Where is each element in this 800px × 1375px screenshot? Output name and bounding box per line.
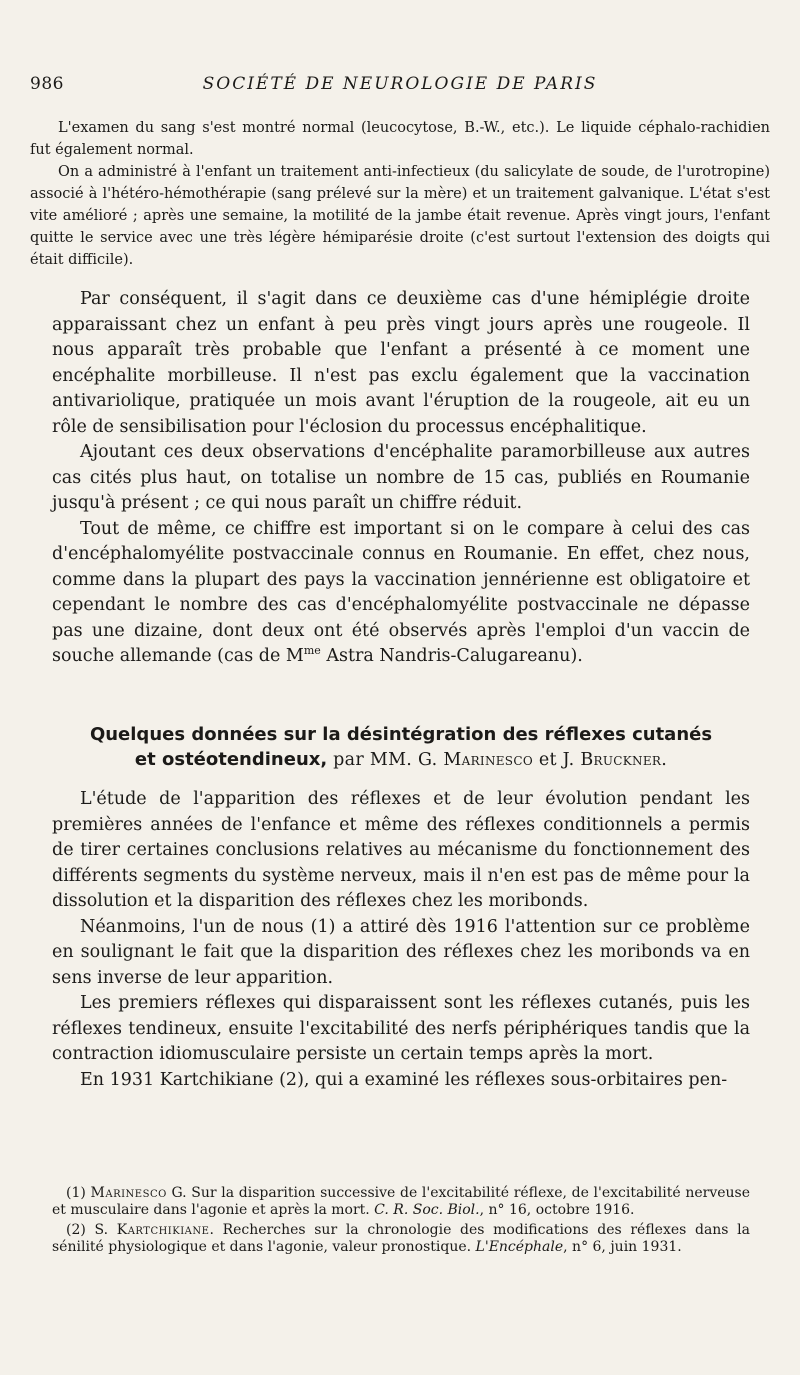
footnote-end: , n° 6, juin 1931. [563, 1239, 682, 1255]
footnotes [52, 1185, 750, 1259]
footnote-journal: L'Encéphale [475, 1239, 564, 1255]
authors-prefix: par MM. G. [327, 750, 444, 770]
footnote-end: , n° 16, octobre 1916. [479, 1202, 635, 1218]
footnote-2 [52, 1222, 750, 1256]
authors-and: et J. [532, 750, 581, 770]
page-header [30, 74, 770, 96]
paragraph: Néanmoins, l'un de nous (1) a attiré dès 1916 l'attention sur ce problème en soulignant le fait que la disparition des réflexes chez les moribonds va en sens inverse de leur apparition. [52, 916, 750, 988]
author-marinesco: Marinesco [443, 750, 533, 770]
footnote-mark: (1) [66, 1185, 91, 1201]
article-body [52, 787, 750, 1093]
footnote-1 [52, 1185, 750, 1219]
paragraph: Ajoutant ces deux observations d'encéphalite paramorbilleuse aux autres cas cités plus haut, on totalise un nombre de 15 cas, publiés en Roumanie jusqu'à présent ; ce qui nous paraît un chiffre réduit. [52, 442, 750, 513]
footnote-mark: (2) S. [66, 1222, 117, 1238]
title-line-2-bold: et ostéotendineux, [134, 749, 328, 770]
case-report-paragraphs [30, 117, 770, 271]
paragraph-text-end: Astra Nandris-Calugareanu). [320, 646, 583, 666]
superscript: me [303, 644, 321, 658]
page-number: 986 [30, 74, 64, 94]
article-title [52, 722, 750, 773]
footnote-journal: C. R. Soc. Biol. [374, 1202, 480, 1218]
paragraph: L'étude de l'apparition des réflexes et de leur évolution pendant les premières années de l'enfance et même des réflexes conditionnels a permis de tirer certaines conclusions relatives au mécanisme du fonctionnement des différents segments du système nerveux, mais il n'en est pas de même pour la dissolution et la disparition des réflexes chez les moribonds. [52, 789, 750, 911]
footnote-text: G. Sur la disparition successive de l'excitabilité réflexe, de l'excitabilité nerveuse et musculaire dans l'agonie et après la mort. [52, 1185, 750, 1218]
paragraph: Les premiers réflexes qui disparaissent sont les réflexes cutanés, puis les réflexes tendineux, ensuite l'excitabilité des nerfs périphériques tandis que la contraction idiomusculaire persiste un certain temps après la mort. [52, 993, 750, 1064]
title-line-2 [52, 747, 750, 773]
paragraph: En 1931 Kartchikiane (2), qui a examiné les réflexes sous-orbitaires pen- [80, 1069, 728, 1090]
paragraph [52, 517, 750, 670]
footnote-author: Kartchikiane [116, 1222, 210, 1238]
paragraph: Par conséquent, il s'agit dans ce deuxième cas d'une hémiplégie droite apparaissant chez un enfant à peu près vingt jours après une rougeole. Il nous apparaît très probable que l'enfant a présenté à ce moment une encéphalite morbilleuse. Il n'est pas exclu également que la vaccination antivariolique, pratiquée un mois avant l'éruption de la rougeole, ait eu un rôle de sensibilisation pour l'éclosion du processus encéphalitique. [52, 289, 750, 437]
author-bruckner: Bruckner [580, 750, 662, 770]
footnote-author: Marinesco [90, 1185, 167, 1201]
title-line-1: Quelques données sur la désintégration des réflexes cutanés [89, 724, 713, 745]
paragraph-text: Tout de même, ce chiffre est important si on le compare à celui des cas d'encéphalomyélite postvaccinale connus en Roumanie. En effet, chez nous, comme dans la plupart des pays la vaccination jennérienne est obligatoire et cependant le nombre des cas d'encéphalomyélite postvaccinale ne dépasse pas une dizaine, dont deux ont été observés après l'emploi d'un vaccin de souche allemande (cas de M [52, 518, 750, 666]
footnote-text: . Recherches sur la chronologie des modifications des réflexes dans la sénilité physiologique et dans l'agonie, valeur pronostique. [52, 1222, 750, 1255]
running-head: SOCIÉTÉ DE NEUROLOGIE DE PARIS [202, 74, 598, 94]
paragraph: L'examen du sang s'est montré normal (leucocytose, B.-W., etc.). Le liquide céphalo-rachidien fut également normal. [30, 120, 770, 158]
paragraph: On a administré à l'enfant un traitement anti-infectieux (du salicylate de soude, de l'urotropine) associé à l'hétéro-hémothérapie (sang prélevé sur la mère) et un traitement galvanique. L'état s'est vite amélioré ; après une semaine, la motilité de la jambe était revenue. Après vingt jours, l'enfant quitte le service avec une très légère hémiparésie droite (c'est surtout l'extension des doigts qui était difficile). [30, 164, 770, 268]
discussion-section [52, 287, 750, 670]
authors-end: . [661, 750, 668, 770]
